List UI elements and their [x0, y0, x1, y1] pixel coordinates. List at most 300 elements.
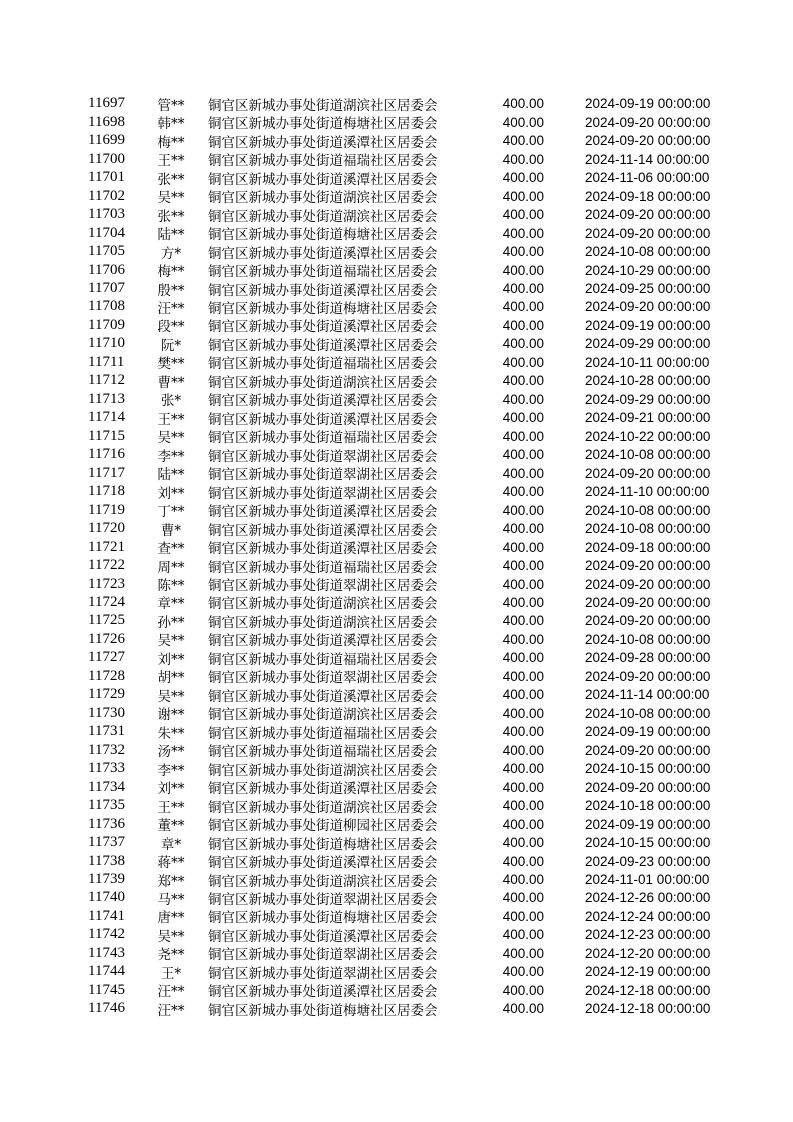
row-org-cell: 铜官区新城办事处街道溪潭社区居委会 [208, 245, 438, 262]
row-datetime-cell: 2024-10-08 00:00:00 [585, 244, 711, 260]
row-amount-cell: 400.00 [502, 484, 544, 500]
row-org-cell: 铜官区新城办事处街道溪潭社区居委会 [208, 633, 438, 650]
table-row [0, 409, 793, 427]
row-amount-cell: 400.00 [502, 816, 544, 832]
row-id-cell: 11735 [88, 797, 125, 814]
row-datetime-cell: 2024-09-20 00:00:00 [585, 779, 711, 795]
row-datetime-cell: 2024-09-19 00:00:00 [585, 724, 711, 740]
table-row [0, 870, 793, 888]
table-row [0, 372, 793, 390]
row-org-cell: 铜官区新城办事处街道溪潭社区居委会 [208, 411, 438, 428]
row-id-cell: 11734 [88, 778, 125, 795]
row-amount-cell: 400.00 [502, 373, 544, 389]
row-name-cell: 孙** [157, 614, 185, 631]
table-row [0, 390, 793, 408]
row-datetime-cell: 2024-09-20 00:00:00 [585, 594, 711, 610]
row-org-cell: 铜官区新城办事处街道福瑞社区居委会 [208, 559, 438, 576]
row-amount-cell: 400.00 [502, 225, 544, 241]
row-id-cell: 11746 [88, 1000, 125, 1017]
row-name-cell: 王** [157, 799, 185, 816]
row-name-cell: 方* [160, 245, 182, 262]
row-name-cell: 周** [157, 559, 185, 576]
row-org-cell: 铜官区新城办事处街道福瑞社区居委会 [208, 264, 438, 281]
row-name-cell: 尧** [157, 947, 185, 964]
row-org-cell: 铜官区新城办事处街道溪潭社区居委会 [208, 337, 438, 354]
row-amount-cell: 400.00 [502, 779, 544, 795]
row-id-cell: 11722 [88, 557, 125, 574]
row-org-cell: 铜官区新城办事处街道湖滨社区居委会 [208, 614, 438, 631]
row-name-cell: 谢** [157, 707, 185, 724]
row-datetime-cell: 2024-10-18 00:00:00 [585, 798, 711, 814]
row-org-cell: 铜官区新城办事处街道溪潭社区居委会 [208, 504, 438, 521]
table-row [0, 593, 793, 611]
row-id-cell: 11737 [88, 834, 125, 851]
row-id-cell: 11724 [88, 593, 125, 610]
row-name-cell: 章** [157, 596, 185, 613]
row-id-cell: 11709 [88, 316, 125, 333]
row-name-cell: 张* [160, 393, 182, 410]
row-org-cell: 铜官区新城办事处街道溪潭社区居委会 [208, 781, 438, 798]
row-amount-cell: 400.00 [502, 798, 544, 814]
row-id-cell: 11731 [88, 723, 125, 740]
table-row [0, 852, 793, 870]
row-amount-cell: 400.00 [502, 576, 544, 592]
row-datetime-cell: 2024-09-20 00:00:00 [585, 613, 711, 629]
row-amount-cell: 400.00 [502, 1001, 544, 1017]
row-org-cell: 铜官区新城办事处街道溪潭社区居委会 [208, 984, 438, 1001]
table-row [0, 95, 793, 113]
row-name-cell: 查** [157, 541, 185, 558]
row-amount-cell: 400.00 [502, 872, 544, 888]
row-amount-cell: 400.00 [502, 687, 544, 703]
row-id-cell: 11700 [88, 150, 125, 167]
table-row [0, 187, 793, 205]
row-name-cell: 殷** [157, 282, 185, 299]
row-name-cell: 陈** [157, 578, 185, 595]
table-row [0, 242, 793, 260]
table-row [0, 1000, 793, 1018]
row-org-cell: 铜官区新城办事处街道翠湖社区居委会 [208, 670, 438, 687]
payment-record-table [0, 95, 793, 1018]
row-org-cell: 铜官区新城办事处街道溪潭社区居委会 [208, 688, 438, 705]
table-row [0, 833, 793, 851]
table-row [0, 741, 793, 759]
table-row [0, 704, 793, 722]
row-org-cell: 铜官区新城办事处街道溪潭社区居委会 [208, 282, 438, 299]
row-datetime-cell: 2024-12-20 00:00:00 [585, 945, 711, 961]
row-id-cell: 11739 [88, 871, 125, 888]
row-id-cell: 11712 [88, 372, 125, 389]
table-row [0, 261, 793, 279]
row-id-cell: 11719 [88, 501, 125, 518]
row-org-cell: 铜官区新城办事处街道湖滨社区居委会 [208, 873, 438, 890]
table-row [0, 612, 793, 630]
row-name-cell: 王* [160, 965, 182, 982]
row-id-cell: 11725 [88, 612, 125, 629]
row-name-cell: 李** [157, 762, 185, 779]
row-id-cell: 11732 [88, 741, 125, 758]
row-id-cell: 11714 [88, 409, 125, 426]
table-row [0, 649, 793, 667]
row-org-cell: 铜官区新城办事处街道福瑞社区居委会 [208, 744, 438, 761]
row-datetime-cell: 2024-10-08 00:00:00 [585, 447, 711, 463]
table-row [0, 575, 793, 593]
row-id-cell: 11698 [88, 113, 125, 130]
row-org-cell: 铜官区新城办事处街道溪潭社区居委会 [208, 134, 438, 151]
table-row [0, 464, 793, 482]
table-row [0, 205, 793, 223]
row-datetime-cell: 2024-11-14 00:00:00 [585, 687, 710, 703]
row-datetime-cell: 2024-09-20 00:00:00 [585, 133, 711, 149]
row-name-cell: 阮* [160, 337, 182, 354]
row-name-cell: 张** [157, 208, 185, 225]
table-row [0, 298, 793, 316]
table-row [0, 224, 793, 242]
row-amount-cell: 400.00 [502, 539, 544, 555]
row-org-cell: 铜官区新城办事处街道溪潭社区居委会 [208, 171, 438, 188]
row-id-cell: 11705 [88, 243, 125, 260]
table-row [0, 132, 793, 150]
row-amount-cell: 400.00 [502, 336, 544, 352]
table-row [0, 796, 793, 814]
row-name-cell: 刘** [157, 485, 185, 502]
row-datetime-cell: 2024-09-23 00:00:00 [585, 853, 711, 869]
row-org-cell: 铜官区新城办事处街道湖滨社区居委会 [208, 374, 438, 391]
row-id-cell: 11697 [88, 95, 125, 112]
row-org-cell: 铜官区新城办事处街道福瑞社区居委会 [208, 153, 438, 170]
row-org-cell: 铜官区新城办事处街道翠湖社区居委会 [208, 947, 438, 964]
row-datetime-cell: 2024-09-25 00:00:00 [585, 281, 711, 297]
row-name-cell: 吴** [157, 633, 185, 650]
table-row [0, 759, 793, 777]
table-row [0, 723, 793, 741]
row-datetime-cell: 2024-09-19 00:00:00 [585, 317, 711, 333]
row-name-cell: 董** [157, 818, 185, 835]
row-org-cell: 铜官区新城办事处街道溪潭社区居委会 [208, 393, 438, 410]
row-amount-cell: 400.00 [502, 262, 544, 278]
row-id-cell: 11723 [88, 575, 125, 592]
row-amount-cell: 400.00 [502, 151, 544, 167]
row-org-cell: 铜官区新城办事处街道湖滨社区居委会 [208, 97, 438, 114]
row-name-cell: 郑** [157, 873, 185, 890]
row-name-cell: 吴** [157, 688, 185, 705]
row-datetime-cell: 2024-09-20 00:00:00 [585, 742, 711, 758]
row-name-cell: 曹** [157, 374, 185, 391]
row-datetime-cell: 2024-09-20 00:00:00 [585, 668, 711, 684]
row-datetime-cell: 2024-10-08 00:00:00 [585, 521, 711, 537]
row-amount-cell: 400.00 [502, 299, 544, 315]
row-amount-cell: 400.00 [502, 613, 544, 629]
row-name-cell: 吴** [157, 928, 185, 945]
row-org-cell: 铜官区新城办事处街道福瑞社区居委会 [208, 725, 438, 742]
row-id-cell: 11744 [88, 963, 125, 980]
table-row [0, 279, 793, 297]
row-datetime-cell: 2024-10-15 00:00:00 [585, 835, 711, 851]
row-datetime-cell: 2024-12-24 00:00:00 [585, 908, 711, 924]
row-name-cell: 樊** [157, 356, 185, 373]
table-row [0, 926, 793, 944]
row-id-cell: 11710 [88, 335, 125, 352]
row-datetime-cell: 2024-09-20 00:00:00 [585, 558, 711, 574]
row-id-cell: 11699 [88, 132, 125, 149]
row-name-cell: 汪** [157, 300, 185, 317]
row-org-cell: 铜官区新城办事处街道福瑞社区居委会 [208, 356, 438, 373]
row-amount-cell: 400.00 [502, 96, 544, 112]
row-amount-cell: 400.00 [502, 964, 544, 980]
row-datetime-cell: 2024-09-20 00:00:00 [585, 207, 711, 223]
row-amount-cell: 400.00 [502, 835, 544, 851]
row-id-cell: 11730 [88, 704, 125, 721]
row-datetime-cell: 2024-12-26 00:00:00 [585, 890, 711, 906]
row-name-cell: 李** [157, 448, 185, 465]
table-row [0, 889, 793, 907]
row-org-cell: 铜官区新城办事处街道柳园社区居委会 [208, 818, 438, 835]
row-amount-cell: 400.00 [502, 465, 544, 481]
row-datetime-cell: 2024-09-20 00:00:00 [585, 225, 711, 241]
row-id-cell: 11704 [88, 224, 125, 241]
table-row [0, 556, 793, 574]
row-name-cell: 梅** [157, 264, 185, 281]
row-amount-cell: 400.00 [502, 853, 544, 869]
row-name-cell: 胡** [157, 670, 185, 687]
table-row [0, 427, 793, 445]
row-amount-cell: 400.00 [502, 705, 544, 721]
row-name-cell: 丁** [157, 504, 185, 521]
row-amount-cell: 400.00 [502, 244, 544, 260]
row-name-cell: 韩** [157, 116, 185, 133]
row-org-cell: 铜官区新城办事处街道翠湖社区居委会 [208, 891, 438, 908]
row-org-cell: 铜官区新城办事处街道福瑞社区居委会 [208, 430, 438, 447]
row-id-cell: 11740 [88, 889, 125, 906]
row-datetime-cell: 2024-09-19 00:00:00 [585, 96, 711, 112]
row-name-cell: 曹* [160, 522, 182, 539]
table-row [0, 815, 793, 833]
row-datetime-cell: 2024-10-08 00:00:00 [585, 705, 711, 721]
row-org-cell: 铜官区新城办事处街道湖滨社区居委会 [208, 190, 438, 207]
row-name-cell: 朱** [157, 725, 185, 742]
row-datetime-cell: 2024-10-29 00:00:00 [585, 262, 711, 278]
row-id-cell: 11742 [88, 926, 125, 943]
row-name-cell: 汤** [157, 744, 185, 761]
table-row [0, 778, 793, 796]
row-org-cell: 铜官区新城办事处街道溪潭社区居委会 [208, 319, 438, 336]
row-name-cell: 马** [157, 891, 185, 908]
table-row [0, 944, 793, 962]
table-row [0, 482, 793, 500]
row-amount-cell: 400.00 [502, 945, 544, 961]
row-amount-cell: 400.00 [502, 908, 544, 924]
row-org-cell: 铜官区新城办事处街道溪潭社区居委会 [208, 522, 438, 539]
row-org-cell: 铜官区新城办事处街道梅塘社区居委会 [208, 836, 438, 853]
row-datetime-cell: 2024-09-20 00:00:00 [585, 576, 711, 592]
row-amount-cell: 400.00 [502, 410, 544, 426]
row-id-cell: 11743 [88, 944, 125, 961]
row-id-cell: 11706 [88, 261, 125, 278]
row-id-cell: 11702 [88, 187, 125, 204]
row-amount-cell: 400.00 [502, 982, 544, 998]
row-name-cell: 王** [157, 411, 185, 428]
row-datetime-cell: 2024-11-06 00:00:00 [585, 170, 710, 186]
row-org-cell: 铜官区新城办事处街道湖滨社区居委会 [208, 596, 438, 613]
row-org-cell: 铜官区新城办事处街道翠湖社区居委会 [208, 448, 438, 465]
row-name-cell: 章* [160, 836, 182, 853]
row-amount-cell: 400.00 [502, 742, 544, 758]
row-amount-cell: 400.00 [502, 724, 544, 740]
row-org-cell: 铜官区新城办事处街道梅塘社区居委会 [208, 910, 438, 927]
row-datetime-cell: 2024-10-08 00:00:00 [585, 502, 711, 518]
table-row [0, 667, 793, 685]
row-id-cell: 11716 [88, 446, 125, 463]
row-name-cell: 唐** [157, 910, 185, 927]
row-name-cell: 张** [157, 171, 185, 188]
row-id-cell: 11717 [88, 464, 125, 481]
row-name-cell: 王** [157, 153, 185, 170]
table-row [0, 150, 793, 168]
row-amount-cell: 400.00 [502, 391, 544, 407]
row-org-cell: 铜官区新城办事处街道福瑞社区居委会 [208, 651, 438, 668]
row-id-cell: 11727 [88, 649, 125, 666]
table-row [0, 113, 793, 131]
row-amount-cell: 400.00 [502, 133, 544, 149]
row-datetime-cell: 2024-12-18 00:00:00 [585, 1001, 711, 1017]
row-datetime-cell: 2024-10-08 00:00:00 [585, 631, 711, 647]
row-amount-cell: 400.00 [502, 521, 544, 537]
row-id-cell: 11713 [88, 390, 125, 407]
row-id-cell: 11728 [88, 667, 125, 684]
table-row [0, 353, 793, 371]
row-datetime-cell: 2024-09-18 00:00:00 [585, 539, 711, 555]
row-datetime-cell: 2024-10-11 00:00:00 [585, 354, 710, 370]
row-amount-cell: 400.00 [502, 558, 544, 574]
row-datetime-cell: 2024-09-29 00:00:00 [585, 336, 711, 352]
table-row [0, 907, 793, 925]
row-name-cell: 段** [157, 319, 185, 336]
row-org-cell: 铜官区新城办事处街道溪潭社区居委会 [208, 855, 438, 872]
table-row [0, 686, 793, 704]
row-id-cell: 11729 [88, 686, 125, 703]
row-name-cell: 汪** [157, 1002, 185, 1019]
row-org-cell: 铜官区新城办事处街道梅塘社区居委会 [208, 300, 438, 317]
row-name-cell: 刘** [157, 651, 185, 668]
row-amount-cell: 400.00 [502, 281, 544, 297]
table-row [0, 316, 793, 334]
row-datetime-cell: 2024-12-23 00:00:00 [585, 927, 711, 943]
row-id-cell: 11701 [88, 169, 125, 186]
row-id-cell: 11738 [88, 852, 125, 869]
row-name-cell: 管** [157, 97, 185, 114]
row-datetime-cell: 2024-11-10 00:00:00 [585, 484, 710, 500]
row-amount-cell: 400.00 [502, 170, 544, 186]
row-org-cell: 铜官区新城办事处街道梅塘社区居委会 [208, 227, 438, 244]
table-row [0, 501, 793, 519]
table-row [0, 519, 793, 537]
row-amount-cell: 400.00 [502, 354, 544, 370]
table-row [0, 963, 793, 981]
table-row [0, 981, 793, 999]
row-org-cell: 铜官区新城办事处街道溪潭社区居委会 [208, 928, 438, 945]
row-id-cell: 11745 [88, 981, 125, 998]
row-id-cell: 11711 [88, 353, 125, 370]
row-amount-cell: 400.00 [502, 188, 544, 204]
row-name-cell: 吴** [157, 190, 185, 207]
table-row [0, 538, 793, 556]
row-amount-cell: 400.00 [502, 631, 544, 647]
row-datetime-cell: 2024-09-28 00:00:00 [585, 650, 711, 666]
row-name-cell: 吴** [157, 430, 185, 447]
row-org-cell: 铜官区新城办事处街道翠湖社区居委会 [208, 485, 438, 502]
row-org-cell: 铜官区新城办事处街道梅塘社区居委会 [208, 1002, 438, 1019]
row-id-cell: 11726 [88, 630, 125, 647]
row-name-cell: 汪** [157, 984, 185, 1001]
row-amount-cell: 400.00 [502, 761, 544, 777]
row-datetime-cell: 2024-12-19 00:00:00 [585, 964, 711, 980]
row-datetime-cell: 2024-10-22 00:00:00 [585, 428, 711, 444]
row-datetime-cell: 2024-09-20 00:00:00 [585, 465, 711, 481]
row-org-cell: 铜官区新城办事处街道湖滨社区居委会 [208, 707, 438, 724]
row-org-cell: 铜官区新城办事处街道梅塘社区居委会 [208, 116, 438, 133]
row-amount-cell: 400.00 [502, 650, 544, 666]
row-org-cell: 铜官区新城办事处街道湖滨社区居委会 [208, 208, 438, 225]
row-amount-cell: 400.00 [502, 502, 544, 518]
row-datetime-cell: 2024-09-19 00:00:00 [585, 816, 711, 832]
row-org-cell: 铜官区新城办事处街道溪潭社区居委会 [208, 541, 438, 558]
row-datetime-cell: 2024-09-20 00:00:00 [585, 114, 711, 130]
row-amount-cell: 400.00 [502, 668, 544, 684]
row-datetime-cell: 2024-09-21 00:00:00 [585, 410, 711, 426]
row-datetime-cell: 2024-10-15 00:00:00 [585, 761, 711, 777]
table-row [0, 630, 793, 648]
row-id-cell: 11741 [88, 907, 125, 924]
row-id-cell: 11703 [88, 206, 125, 223]
row-id-cell: 11733 [88, 760, 125, 777]
table-row [0, 335, 793, 353]
row-id-cell: 11707 [88, 280, 125, 297]
row-datetime-cell: 2024-10-28 00:00:00 [585, 373, 711, 389]
row-name-cell: 梅** [157, 134, 185, 151]
row-name-cell: 蒋** [157, 855, 185, 872]
row-id-cell: 11715 [88, 427, 125, 444]
row-amount-cell: 400.00 [502, 207, 544, 223]
row-name-cell: 陆** [157, 467, 185, 484]
table-row [0, 168, 793, 186]
row-name-cell: 陆** [157, 227, 185, 244]
row-name-cell: 刘** [157, 781, 185, 798]
row-amount-cell: 400.00 [502, 890, 544, 906]
row-id-cell: 11720 [88, 520, 125, 537]
row-id-cell: 11721 [88, 538, 125, 555]
row-org-cell: 铜官区新城办事处街道翠湖社区居委会 [208, 467, 438, 484]
row-id-cell: 11736 [88, 815, 125, 832]
row-id-cell: 11718 [88, 483, 125, 500]
row-datetime-cell: 2024-12-18 00:00:00 [585, 982, 711, 998]
row-org-cell: 铜官区新城办事处街道湖滨社区居委会 [208, 799, 438, 816]
row-amount-cell: 400.00 [502, 927, 544, 943]
row-amount-cell: 400.00 [502, 114, 544, 130]
row-datetime-cell: 2024-09-18 00:00:00 [585, 188, 711, 204]
row-datetime-cell: 2024-11-01 00:00:00 [585, 872, 710, 888]
table-row [0, 446, 793, 464]
row-amount-cell: 400.00 [502, 594, 544, 610]
row-org-cell: 铜官区新城办事处街道翠湖社区居委会 [208, 965, 438, 982]
row-amount-cell: 400.00 [502, 447, 544, 463]
row-id-cell: 11708 [88, 298, 125, 315]
row-datetime-cell: 2024-09-20 00:00:00 [585, 299, 711, 315]
row-amount-cell: 400.00 [502, 317, 544, 333]
row-org-cell: 铜官区新城办事处街道湖滨社区居委会 [208, 762, 438, 779]
row-org-cell: 铜官区新城办事处街道翠湖社区居委会 [208, 578, 438, 595]
row-amount-cell: 400.00 [502, 428, 544, 444]
row-datetime-cell: 2024-11-14 00:00:00 [585, 151, 710, 167]
